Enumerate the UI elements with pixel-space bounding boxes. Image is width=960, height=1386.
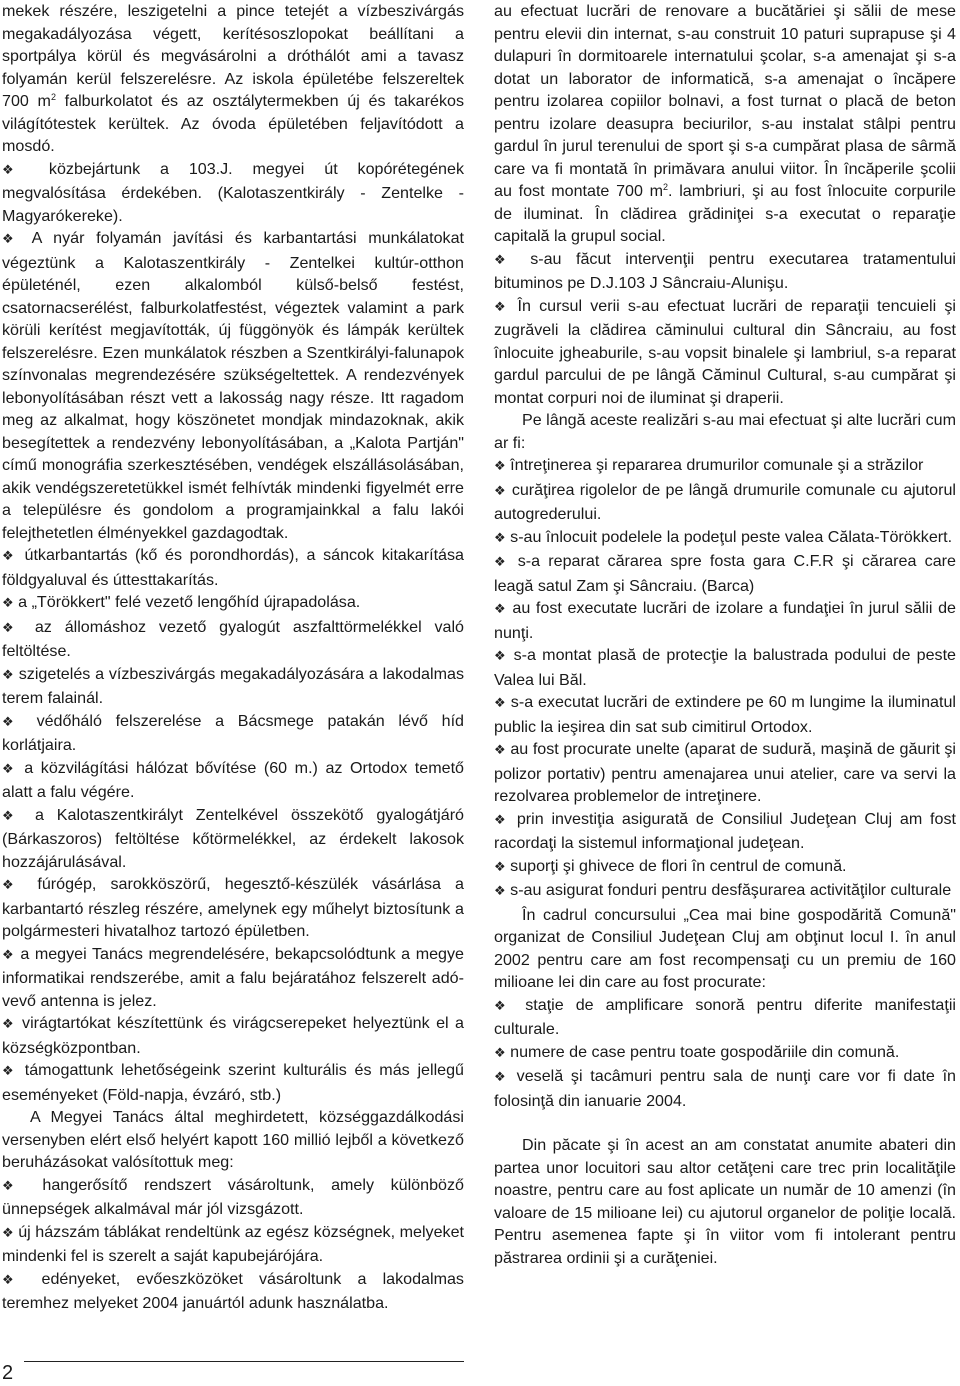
bullet-icon: ❖ [2,1225,14,1241]
bullet-icon: ❖ [2,162,30,178]
bullet-item: ❖ virágtartókat készítettünk és virágcserepeket helyeztünk el a községközpontban. [2,1014,464,1057]
bullet-item: ❖ prin investiţia asigurată de Consiliul Judeţean Cluj am fost racordaţi la sistemul informaţional judeţean. [494,809,956,852]
bullet-icon: ❖ [494,555,510,570]
bullet-icon: ❖ [2,761,17,777]
paragraph: A Megyei Tanács által meghirdetett, községgazdálkodási versenyben elért első helyért kapott 160 millió lejből a következő beruházásokat valósítottuk meg: [2,1108,464,1171]
bullet-item: ❖ staţie de amplificare sonoră pentru diferite manifestaţii culturale. [494,995,956,1038]
bullet-item: ❖ hangerősítő rendszert vásároltunk, amely különböző ünnepségek alkalmával már jól vizsgázott. [2,1175,464,1218]
paragraph: În cadrul concursului „Cea mai bine gospodărită Comună" organizat de Consiliul Judeţean Cluj am obţinut locul I. în anul 2002 pentru care am fost recompensaţi cu un premiu de 160 milioane lei din care au fost procurate: [494,905,956,991]
bullet-item: ❖ a „Törökkert" felé vezető lengőhíd újrapadolása. [2,593,361,611]
bullet-icon: ❖ [494,1070,509,1085]
footer-rule [24,1361,464,1362]
bullet-item: ❖ au fost procurate unelte (aparat de sudură, maşină de găurit şi polizor portativ) pentru amenajarea unui atelier, care va servi la rezolvarea problemelor de intreţinere. [494,740,956,805]
bullet-item: ❖ új házszám táblákat rendeltünk az egész községnek, melyeket mindenki fel is szerelt a saját kapubejárójára. [2,1222,464,1265]
bullet-icon: ❖ [2,1272,26,1288]
bullet-icon: ❖ [494,859,506,875]
bullet-item: ❖ s-a reparat cărarea spre fosta gara C.F.R şi cărarea care leagă satul Zam şi Sâncraiu. (Barca) [494,552,956,595]
bullet-item: ❖ védőháló felszerelése a Bácsmege patakán lévő híd korlátjaira. [2,711,465,754]
bullet-item: ❖ s-au asigurat fonduri pentru desfăşurarea activităţilor culturale [494,881,952,899]
bullet-icon: ❖ [2,549,17,564]
bullet-icon: ❖ [494,812,509,828]
bullet-icon: ❖ [494,252,516,268]
bullet-item: ❖ közbejártunk a 103.J. megyei út kopórétegének megvalósítása érdekében. (Kalotaszentkirály - Zentelke - Magyarókereke). [2,159,464,225]
bullet-icon: ❖ [2,232,21,247]
bullet-icon: ❖ [494,299,510,315]
paragraph: Pe lângă aceste realizări s-au mai efectuat şi alte lucrări cum ar fi: [494,411,956,452]
superscript: 2 [663,182,669,192]
page-number: 2 [2,1362,14,1384]
bullet-icon: ❖ [2,878,24,893]
bullet-item: ❖ a közvilágítási hálózat bővítése (60 m.) az Ortodox temető alatt a falu végére. [2,758,464,801]
bullet-item: ❖ au fost executate lucrări de izolare a fundaţiei în jurul sălii de nunţi. [494,599,957,642]
bullet-icon: ❖ [494,1045,506,1061]
bullet-icon: ❖ [494,602,507,617]
bullet-item: ❖ az állomáshoz vezető gyalogút aszfalttörmelékkel való feltöltése. [2,617,464,660]
bullet-icon: ❖ [2,620,23,636]
bullet-icon: ❖ [494,998,514,1014]
bullet-icon: ❖ [2,1017,16,1032]
bullet-item: ❖ suporţi şi ghivece de flori în centrul de comună. [494,856,847,875]
paragraph: mekek részére, leszigetelni a pince tetejét a vízbeszivárgás megakadályozása végett, kerítésoszlopokat beállítani a sportpálya körül és megvásárolni a dróthálót ami a tavasz folyamán kerül felszerelésre. Az iskola épületébe felszereltek 700 $m^2$ falburkolatot és az osztálytermekben új és takarékos világítótestek kerültek. Az óvoda épületében feljavítódott a mosdó. [2,2,464,155]
bullet-icon: ❖ [2,947,15,963]
bullet-icon: ❖ [2,1178,26,1194]
bullet-item: ❖ szigetelés a vízbeszivárgás megakadályozására a lakodalmas terem falainál. [2,664,464,707]
bullet-item: ❖ útkarbantartás (kő és porondhordás), a sáncok kitakarítása földgyaluval és úttesttakarítás. [2,546,465,589]
bullet-icon: ❖ [2,714,23,730]
bullet-icon: ❖ [494,743,506,758]
bullet-item: ❖ întreţinerea şi repararea drumurilor comunale şi a străzilor [494,456,924,474]
column-hungarian [2,0,464,1315]
bullet-item: ❖ s-a executat lucrări de extindere pe 60 m lungime la iluminatul public la ieşirea din sat sub cimitirul Ortodox. [494,693,956,736]
bullet-item: ❖ A nyár folyamán javítási és karbantartási munkálatokat végeztünk a Kalotaszentkirály - Zentelkei kultúr-otthon épületénél, ezen alkalomból külső-belső festést, csatornacserélést, falburkolatfestést, végeztek valamint a park körüli kerítést megjavították, új függönyök és lámpák kerültek felszerelésre. Ezen munkálatok részben a Szentkirályi-falunapok színvonalas megrendezésére szükségeltettek. A rendezvények lebonyolításában részt vett a lakosság nagy része. Itt ragadom meg az alkalmat, hogy köszönetet mondjak mindazoknak, akik besegítettek a rendezvény lebonyolításában, a „Kalota Partján" című monográfia szerkesztésében, vendégek elszállásolásában, akik vendégszeretetükkel ismét felhívták mindenki figyelmét erre a településre és gondolom a programjainkkal a falu lakói felejthetetlen élményekkel gazdagodtak. [2,229,464,542]
bullet-item: ❖ numere de case pentru toate gospodăriile din comună. [494,1042,900,1061]
bullet-icon: ❖ [2,667,14,683]
bullet-icon: ❖ [2,808,23,824]
bullet-icon: ❖ [494,459,506,474]
bullet-icon: ❖ [494,530,506,546]
column-romanian [494,0,956,1269]
bullet-item: ❖ a megyei Tanács megrendelésére, bekapcsolódtunk a megye informatikai rendszerébe, amit a falu bejáratához felszerelt adó-vevő antenna is jelez. [2,944,464,1010]
bullet-item: ❖ În cursul verii s-au efectuat lucrări de reparaţii tencuieli şi zugrăveli la clădirea căminului cultural din Sâncraiu, au fost înlocuite jgheaburile, s-au vopsit binalele şi lambriul, s-a reparat gardul parcului de pe lângă Căminul Cultural, s-au cumpărat şi montat corpuri noi de iluminat şi draperii. [494,296,956,407]
superscript: 2 [50,92,56,102]
paragraph: Din păcate şi în acest an am constatat anumite abateri din partea unor locuitori sau altor cetăţeni care trec prin localităţile noastre, pentru care au fost aplicate un număr de 10 amenzi (în valoare de 15 milioane lei) cu ajutorul organelor de poliţie locală. Pentru asemenea fapte şi în viitor vom fi intolerant pentru păstrarea ordinii şi a curăţeniei. [494,1136,956,1267]
bullet-item: ❖ fúrógép, sarokköszörű, hegesztő-készülék vásárlása a karbantartó részleg részére, amelynek egy műhelyt biztosítunk a polgármesteri hivatalhoz tartozó épületben. [2,875,464,940]
bullet-item: ❖ s-a montat plasă de protecţie la balustrada podului de peste Valea lui Băl. [494,646,956,689]
bullet-item: ❖ támogattunk lehetőségeink szerint kulturális és más jellegű eseményeket (Föld-napja, évzáró, stb.) [2,1061,464,1104]
bullet-item: ❖ curăţirea rigolelor de pe lângă drumurile comunale cu ajutorul autogrederului. [494,480,956,523]
bullet-item: ❖ a Kalotaszentkirályt Zentelkével összekötő gyalogátjáró (Bárkaszoros) feltöltése kőtörmelékkel, az érdekelt lakosok hozzájárulásával. [2,805,465,871]
bullet-item: ❖ edényeket, evőeszközöket vásároltunk a lakodalmas teremhez melyeket 2004 januártól adunk használatba. [2,1269,464,1312]
bullet-item: ❖ veselă şi tacâmuri pentru sala de nunţi care vor fi date în folosinţă din ianuarie 2004. [494,1067,956,1110]
bullet-icon: ❖ [2,596,14,611]
paragraph: au efectuat lucrări de renovare a bucătăriei şi sălii de mese pentru elevii din internat, s-au construit 10 paturi suprapuse şi 4 dulapuri în dormitoarele internatului şcolar, s-a amenajat şi s-a dotat un laborator de informatică, s-a amenajat o încăpere pentru izolarea copiilor bolnavi, a fost turnat o placă de beton pentru izolare deasupra beciurilor, s-au instalat stâlpi pentru gardul în jurul terenului de sport şi s-a cumpărat plasa de sârmă care va fi montată în primăvara anului viitor. În încăperile şcolii au fost montate 700 $m^2$. lambriuri, şi au fost înlocuite corpurile de iluminat. În clădirea grădiniţei s-a executat o reparaţie capitală la grupul social. [494,2,956,245]
bullet-item: ❖ s-au făcut intervenţii pentru executarea tratamentului bituminos pe D.J.103 J Sâncraiu-Alunişu. [494,249,957,292]
bullet-icon: ❖ [494,483,507,499]
bullet-icon: ❖ [494,884,506,899]
bullet-item: ❖ s-au înlocuit podelele la podeţul peste valea Călata-Törökkert. [494,527,953,546]
bullet-icon: ❖ [494,649,508,664]
bullet-icon: ❖ [494,696,506,711]
bullet-icon: ❖ [2,1064,17,1079]
